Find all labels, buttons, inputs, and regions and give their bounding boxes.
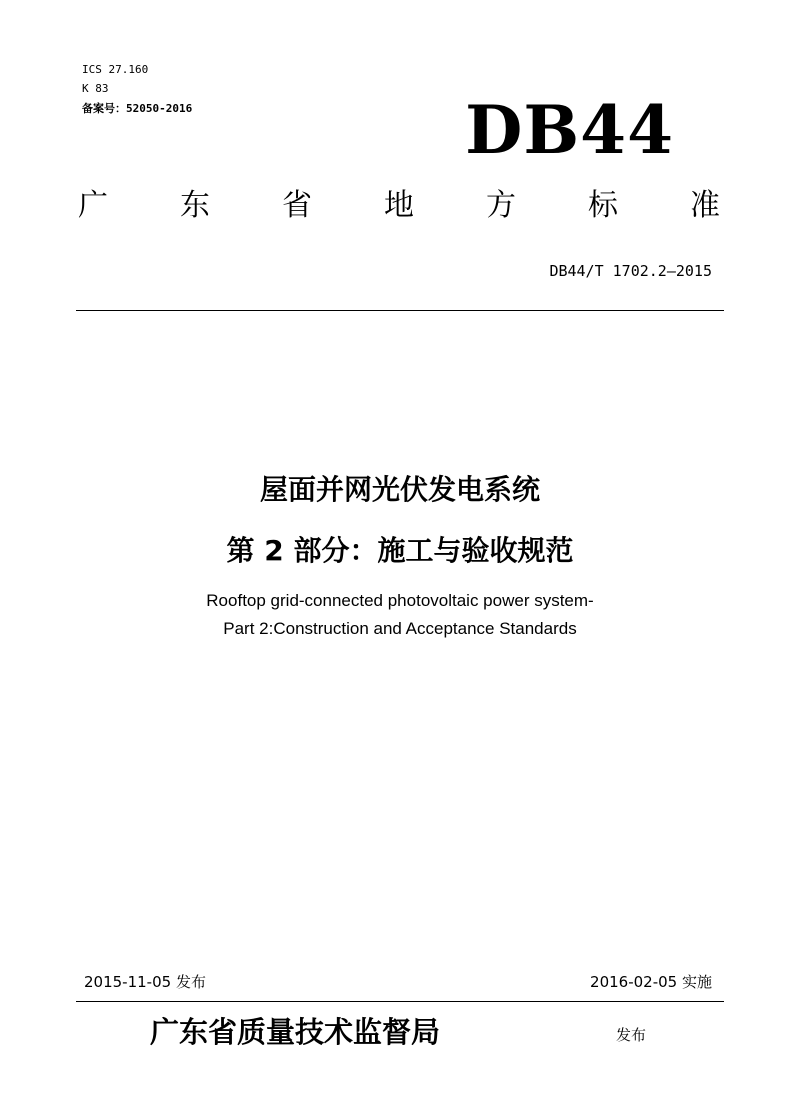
standard-type-char: 广 xyxy=(78,188,108,223)
standard-type-char: 准 xyxy=(690,188,720,223)
implementation-date: 2016-02-05 实施 xyxy=(590,973,712,991)
title-english-line-2: Part 2:Construction and Acceptance Standards xyxy=(223,619,577,638)
filing-number: 备案号：52050-2016 xyxy=(82,102,193,115)
standard-type-char: 方 xyxy=(486,188,516,223)
issuing-authority: 广东省质量技术监督局 xyxy=(150,1015,441,1049)
ics-code: ICS 27.160 xyxy=(82,63,149,76)
top-divider xyxy=(76,310,724,311)
standard-code-mark: DB44 xyxy=(465,91,674,169)
standard-type-char: 省 xyxy=(282,188,312,223)
title-chinese-line-1: 屋面并网光伏发电系统 xyxy=(259,473,540,506)
bottom-divider xyxy=(76,1001,724,1002)
standard-type-heading xyxy=(78,186,720,226)
issue-date: 2015-11-05 发布 xyxy=(84,973,206,991)
standard-number: DB44/T 1702.2—2015 xyxy=(549,262,712,280)
classification-code: K 83 xyxy=(82,82,109,95)
title-chinese-line-2: 第 2 部分：施工与验收规范 xyxy=(226,534,574,567)
standard-type-char: 东 xyxy=(180,188,210,223)
standard-type-char: 标 xyxy=(588,188,618,223)
issuer-action-label: 发布 xyxy=(616,1026,647,1044)
standard-type-char: 地 xyxy=(384,188,414,223)
title-english-line-1: Rooftop grid-connected photovoltaic power system- xyxy=(206,591,594,610)
